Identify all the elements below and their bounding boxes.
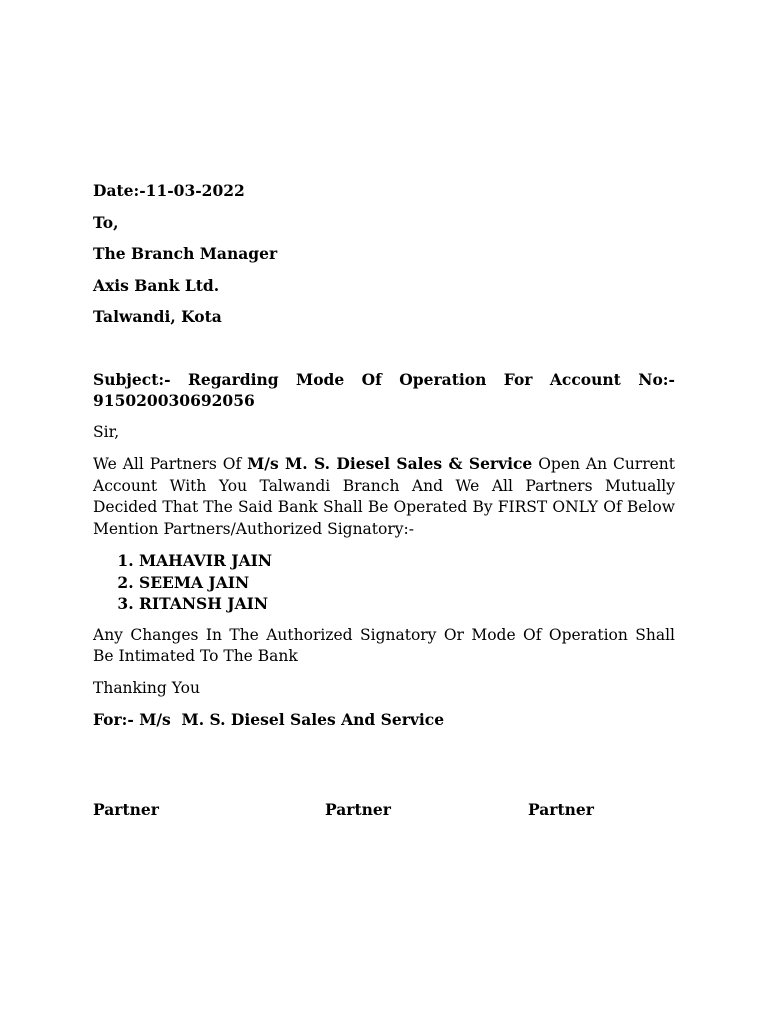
list-item: 1. MAHAVIR JAIN <box>139 550 675 572</box>
body-paragraph <box>93 453 675 540</box>
letter-body <box>93 180 675 741</box>
signature-label: Partner <box>93 800 159 819</box>
signature-label: Partner <box>528 800 594 819</box>
subject-word: Operation <box>399 369 487 389</box>
firm-name: M/s M. S. Diesel Sales & Service <box>247 454 533 473</box>
signature-row <box>93 800 693 824</box>
account-number: 915020030692056 <box>93 391 255 410</box>
signature-label: Partner <box>325 800 391 819</box>
list-item: 2. SEEMA JAIN <box>139 572 675 594</box>
closing: Thanking You <box>93 678 200 697</box>
subject-word: No:- <box>638 369 675 389</box>
list-item: 3. RITANSH JAIN <box>139 593 675 615</box>
subject-word: Account <box>549 369 621 389</box>
salutation: Sir, <box>93 422 120 441</box>
notice-paragraph: Any Changes In The Authorized Signatory Or Mode Of Operation Shall Be Intimated To The Bank <box>93 625 675 665</box>
body-intro: We All Partners Of <box>93 455 248 473</box>
letter-to: To, <box>93 212 119 232</box>
subject-word: Of <box>361 369 382 389</box>
for-line: For:- M/s M. S. Diesel Sales And Service <box>93 710 445 729</box>
body-rest: Open An Current Account With You Talwandi Branch And We All Partners Mutually Decided That The Said Bank Shall Be Operated By FIRST ONLY Of Below Mention Partners/Authorized Signatory:- <box>93 455 676 538</box>
subject-word: For <box>503 369 533 389</box>
bank-name: Axis Bank Ltd. <box>93 275 220 295</box>
subject-word: Regarding <box>187 369 279 389</box>
recipient-title: The Branch Manager <box>93 244 278 263</box>
letter-date: Date:-11-03-2022 <box>93 181 245 200</box>
subject-line <box>93 369 675 391</box>
branch-address: Talwandi, Kota <box>93 307 222 326</box>
subject-word: Subject:- <box>93 369 171 389</box>
subject-block <box>93 369 675 412</box>
signatory-list <box>93 550 675 615</box>
subject-word: Mode <box>296 369 345 389</box>
